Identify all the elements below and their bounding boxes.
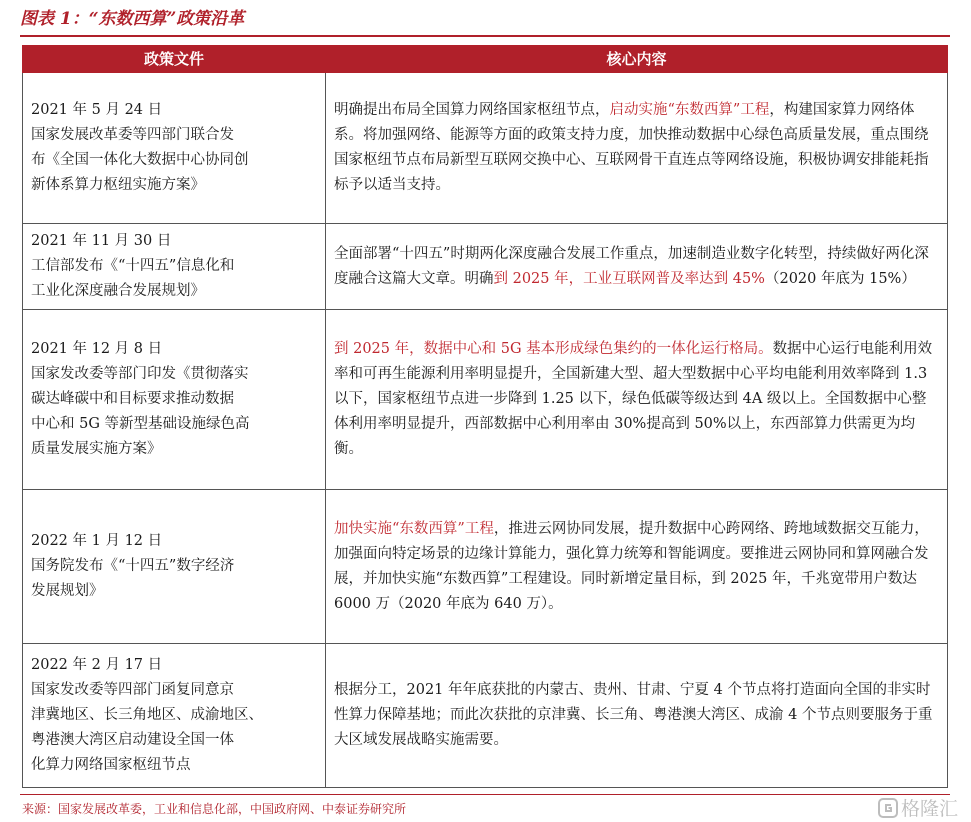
policy-table [22,45,948,788]
title-rule [20,35,950,37]
row-doc-cell [23,644,326,788]
content-highlight: 启动实施“东数西算”工程 [609,102,770,118]
row-doc-cell [23,224,326,310]
figure-title: 图表 1：“东数西算”政策沿革 [20,9,245,29]
doc-line: 国务院发布《“十四五”数字经济 [31,558,235,574]
header-doc: 政策文件 [23,46,326,73]
table-row [23,490,948,644]
table-body [23,73,948,788]
content-text: 全面部署“十四五”时期两化深度融合发展工作重点，加速制造业数字化转型，持续做好两化深度融合这篇大文章。明确 [334,245,929,287]
footer-rule [20,794,950,795]
watermark-logo-icon [878,798,898,818]
doc-date: 2021 年 11 月 30 日 [31,233,172,249]
source-note: 来源：国家发展改革委，工业和信息化部，中国政府网、中泰证券研究所 [22,802,407,816]
doc-date: 2022 年 1 月 12 日 [31,533,163,549]
doc-line: 发展规划》 [31,583,104,599]
content-text: 明确提出布局全国算力网络国家枢纽节点， [334,102,610,118]
doc-line: 国家发改委等部门印发《贯彻落实 [31,366,249,382]
content-text: 根据分工，2021 年年底获批的内蒙古、贵州、甘肃、宁夏 4 个节点将打造面向全国的非实时性算力保障基地；而此次获批的京津冀、长三角、粤港澳大湾区、成渝 4 个节点则要服务于重大区域发展战略实施需要。 [334,682,933,748]
table-row [23,644,948,788]
doc-line: 质量发展实施方案》 [31,441,162,457]
table-header-row [23,46,948,73]
row-content-cell [326,644,948,788]
content-highlight: 到 2025 年，工业互联网普及率达到 45% [493,270,765,287]
doc-line: 国家发展改革委等四部门联合发 [31,127,234,143]
content-highlight: 加快实施“东数西算”工程 [334,520,494,537]
row-doc-cell [23,73,326,224]
row-content-cell [326,490,948,644]
doc-line: 国家发改委等四部门函复同意京 [31,682,234,698]
doc-date: 2021 年 12 月 8 日 [31,341,163,357]
doc-date: 2022 年 2 月 17 日 [31,657,163,673]
content-text: ，推进云网协同发展，提升数据中心跨网络、跨地域数据交互能力，加强面向特定场景的边缘计算能力，强化算力统筹和智能调度。要推进云网协同和算网融合发展，并加快实施“东数西算”工程建设。同时新增定量目标，到 2025 年，千兆宽带用户数达 6000 万（2020 年底为 640 万）。 [334,520,929,612]
doc-line: 碳达峰碳中和目标要求推动数据 [31,391,234,407]
content-text: （2020 年底为 15%） [764,270,916,287]
doc-line: 中心和 5G 等新型基础设施绿色高 [31,416,250,432]
header-content: 核心内容 [326,46,948,73]
doc-line: 布《全国一体化大数据中心协同创 [31,152,249,168]
row-doc-cell [23,490,326,644]
table-row [23,224,948,310]
content-text: ，构建国家算力网络体系。将加强网络、能源等方面的政策支持力度，加快推动数据中心绿色高质量发展，重点围绕国家枢纽节点布局新型互联网交换中心、互联网骨干直连点等网络设施，积极协调安排能耗指标予以适当支持。 [334,102,929,193]
doc-line: 化算力网络国家枢纽节点 [31,757,191,773]
table-row [23,73,948,224]
row-content-cell [326,224,948,310]
doc-line: 工业化深度融合发展规划》 [31,283,205,299]
doc-line: 粤港澳大湾区启动建设全国一体 [31,732,234,748]
watermark-text: 格隆汇 [901,798,959,820]
doc-line: 新体系算力枢纽实施方案》 [31,177,205,193]
doc-line: 津冀地区、长三角地区、成渝地区、 [31,707,263,723]
doc-line: 工信部发布《“十四五”信息化和 [31,258,235,274]
row-content-cell [326,310,948,490]
row-doc-cell [23,310,326,490]
content-highlight: 到 2025 年，数据中心和 5G 基本形成绿色集约的一体化运行格局。 [334,341,773,357]
content-text: 数据中心运行电能利用效率和可再生能源利用率明显提升，全国新建大型、超大型数据中心平均电能利用效率降到 1.3 以下，国家枢纽节点进一步降到 1.25 以下，绿色低碳等级达到 4A 级以上。全国数据中心整体利用率明显提升，西部数据中心利用率由 30%提高到 50%以上，东西部算力供需更为均衡。 [334,341,933,457]
doc-date: 2021 年 5 月 24 日 [31,102,163,118]
watermark [878,794,958,821]
table-row [23,310,948,490]
row-content-cell [326,73,948,224]
